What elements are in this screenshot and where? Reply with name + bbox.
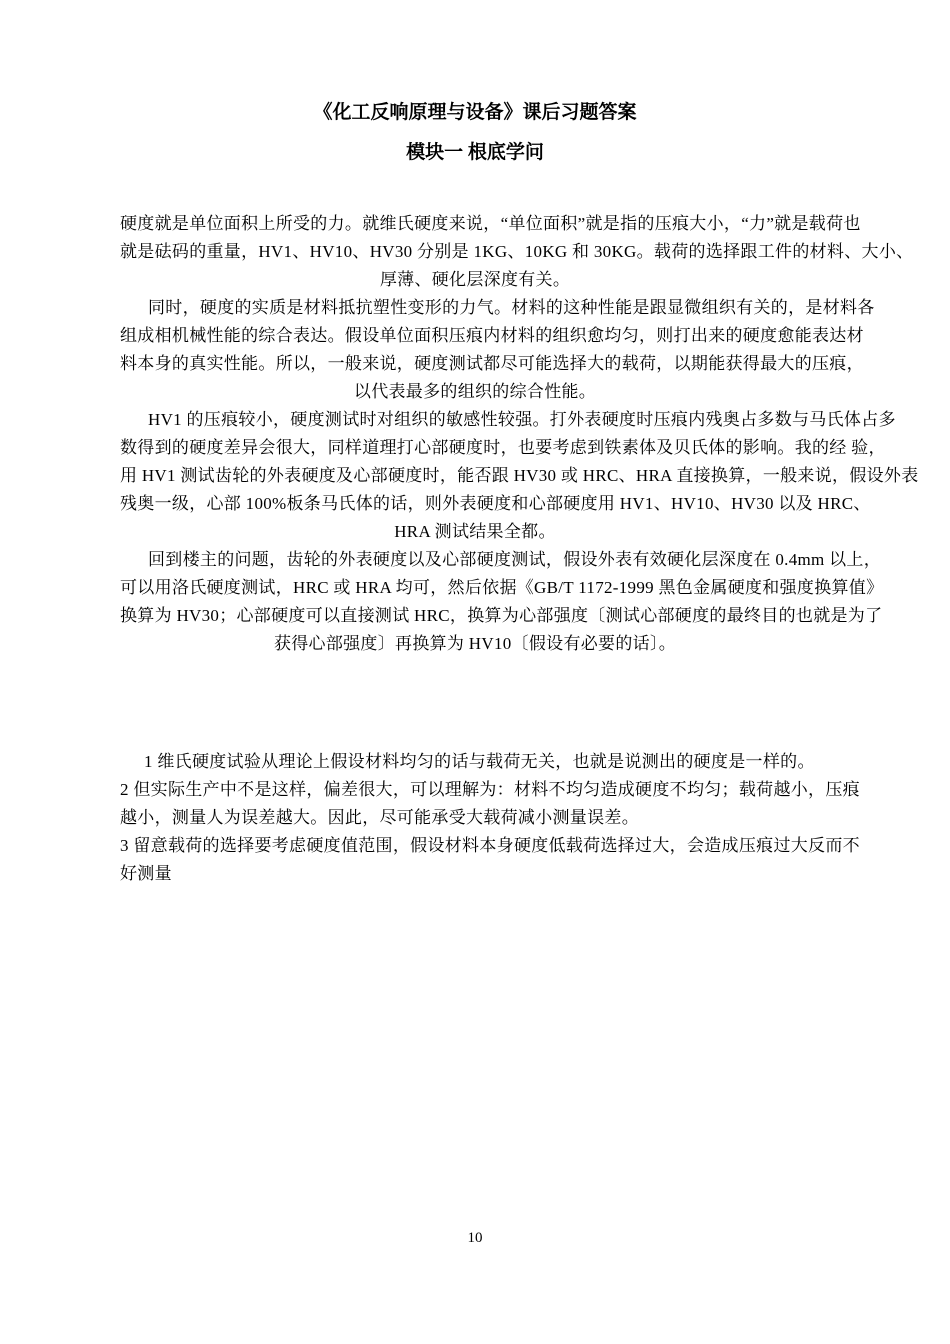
text-line: 获得心部强度〕再换算为 HV10〔假设有必要的话〕。: [273, 634, 677, 653]
text-line: 硬度就是单位面积上所受的力。就维氏硬度来说，“单位面积”就是指的压痕大小，“力”就是载荷也: [120, 214, 861, 233]
page-number: 10: [467, 1230, 483, 1246]
text-line: 好测量: [120, 864, 172, 883]
para-hardness-definition: [120, 210, 914, 294]
text-line: 3 留意载荷的选择要考虑硬度值范围，假设材料本身硬度低载荷选择过大，会造成压痕过大反而不: [120, 836, 860, 855]
document-title: 《化工反响原理与设备》课后习题答案: [313, 102, 637, 123]
document-body: [120, 210, 919, 888]
text-line: 可以用洛氏硬度测试，HRC 或 HRA 均可，然后依据《GB/T 1172-1999 黑色金属硬度和强度换算值》: [120, 578, 884, 597]
text-line: 料本身的真实性能。所以，一般来说，硬度测试都尽可能选择大的载荷，以期能获得最大的压痕，: [120, 354, 864, 373]
text-line: 用 HV1 测试齿轮的外表硬度及心部硬度时，能否跟 HV30 或 HRC、HRA 直接换算，一般来说，假设外表: [120, 466, 919, 485]
text-line: 同时，硬度的实质是材料抵抗塑性变形的力气。材料的这种性能是跟显微组织有关的，是材料各: [148, 298, 875, 317]
document-subtitle: 模块一 根底学问: [406, 142, 544, 163]
text-line: 1 维氏硬度试验从理论上假设材料均匀的话与载荷无关，也就是说测出的硬度是一样的。: [144, 752, 815, 771]
text-line: HRA 测试结果全都。: [394, 522, 556, 541]
text-line: 越小，测量人为误差越大。因此，尽可能承受大载荷减小测量误差。: [120, 808, 639, 827]
text-line: 换算为 HV30；心部硬度可以直接测试 HRC，换算为心部强度〔测试心部硬度的最终目的也就是为了: [120, 606, 883, 625]
list-item-3: [120, 832, 860, 888]
list-item-2: [120, 776, 860, 832]
text-line: 组成相机械性能的综合表达。假设单位面积压痕内材料的组织愈均匀，则打出来的硬度愈能表达材: [120, 326, 864, 345]
text-line: 回到楼主的问题，齿轮的外表硬度以及心部硬度测试，假设外表有效硬化层深度在 0.4mm 以上，: [148, 550, 881, 569]
text-line: 残奥一级，心部 100%板条马氏体的话，则外表硬度和心部硬度用 HV1、HV10、HV30 以及 HRC、: [120, 494, 871, 513]
text-line: HV1 的压痕较小，硬度测试时对组织的敏感性较强。打外表硬度时压痕内残奥占多数与马氏体占多: [148, 410, 896, 429]
list-item-1: [120, 748, 830, 776]
para-gear-hardness-conversion: [120, 546, 884, 658]
text-line: 以代表最多的组织的综合性能。: [353, 382, 597, 401]
para-hardness-essence: [120, 294, 875, 406]
text-line: 数得到的硬度差异会很大，同样道理打心部硬度时，也要考虑到铁素体及贝氏体的影响。我的经 验，: [120, 438, 886, 457]
text-line: 就是砝码的重量，HV1、HV10、HV30 分别是 1KG、10KG 和 30KG。载荷的选择跟工件的材料、大小、: [120, 242, 914, 261]
text-line: 厚薄、硬化层深度有关。: [379, 270, 571, 289]
text-line: 2 但实际生产中不是这样，偏差很大，可以理解为：材料不均匀造成硬度不均匀；载荷越小，压痕: [120, 780, 860, 799]
para-hv1-sensitivity: [120, 406, 919, 546]
